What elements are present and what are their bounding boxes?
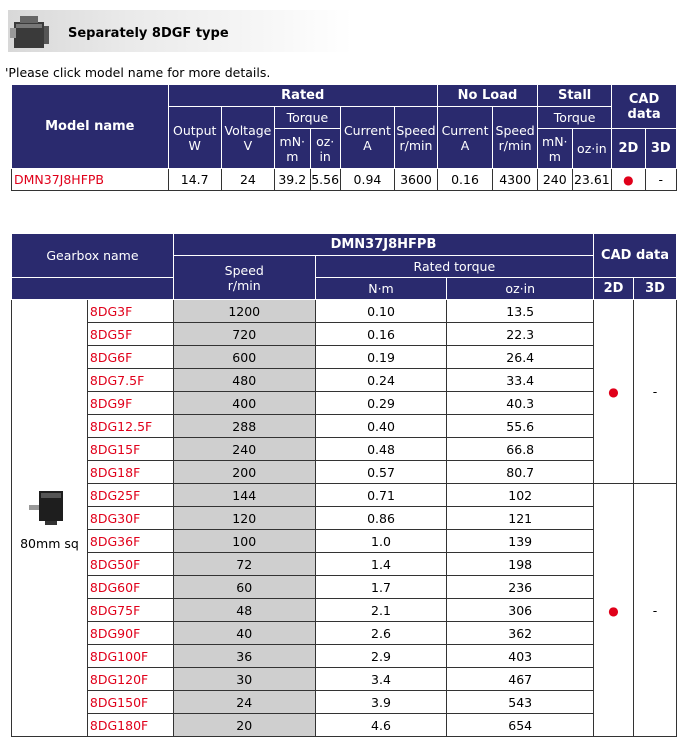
cell-gear-speed: 240 bbox=[173, 438, 315, 461]
header-speed: Speed r/min bbox=[395, 107, 438, 169]
cell-gear-ozin: 543 bbox=[447, 691, 594, 714]
cell-nl-speed: 4300 bbox=[493, 169, 538, 191]
header-nl-speed: Speed r/min bbox=[493, 107, 538, 169]
cell-output: 14.7 bbox=[168, 169, 221, 191]
cell-nl-current: 0.16 bbox=[437, 169, 492, 191]
cell-gear-speed: 288 bbox=[173, 415, 315, 438]
cell-voltage: 24 bbox=[221, 169, 274, 191]
cell-torque-mnm: 39.2 bbox=[275, 169, 310, 191]
cad-2d-link[interactable] bbox=[612, 169, 645, 191]
table-row bbox=[12, 553, 677, 576]
gearbox-name-link[interactable]: 8DG25F bbox=[87, 484, 173, 507]
gearbox-name-link[interactable]: 8DG90F bbox=[87, 622, 173, 645]
cell-gear-nm: 2.9 bbox=[315, 645, 447, 668]
cell-gear-nm: 0.29 bbox=[315, 392, 447, 415]
cell-gear-ozin: 13.5 bbox=[447, 300, 594, 323]
cell-gear-speed: 200 bbox=[173, 461, 315, 484]
header-voltage: Voltage V bbox=[221, 107, 274, 169]
cell-gear-speed: 60 bbox=[173, 576, 315, 599]
motor-spec-table bbox=[11, 84, 677, 191]
cell-gear-nm: 3.4 bbox=[315, 668, 447, 691]
page-title: Separately 8DGF type bbox=[68, 26, 229, 41]
cell-gear-ozin: 467 bbox=[447, 668, 594, 691]
table-row bbox=[12, 714, 677, 737]
cell-gear-speed: 720 bbox=[173, 323, 315, 346]
cell-gear-speed: 36 bbox=[173, 645, 315, 668]
cell-gear-nm: 4.6 bbox=[315, 714, 447, 737]
header-gearbox-blank bbox=[12, 278, 174, 300]
gearbox-name-link[interactable]: 8DG150F bbox=[87, 691, 173, 714]
header-current: Current A bbox=[340, 107, 394, 169]
cell-gear-ozin: 121 bbox=[447, 507, 594, 530]
cell-current: 0.94 bbox=[340, 169, 394, 191]
cell-gear-ozin: 102 bbox=[447, 484, 594, 507]
gearbox-name-link[interactable]: 8DG7.5F bbox=[87, 369, 173, 392]
gearbox-name-link[interactable]: 8DG18F bbox=[87, 461, 173, 484]
gearbox-name-link[interactable]: 8DG75F bbox=[87, 599, 173, 622]
gearbox-name-link[interactable]: 8DG36F bbox=[87, 530, 173, 553]
header-torque-mnm: mN· m bbox=[275, 129, 310, 169]
cell-gear-nm: 0.10 bbox=[315, 300, 447, 323]
gear-size-label: 80mm sq bbox=[20, 536, 79, 551]
cell-gear-speed: 24 bbox=[173, 691, 315, 714]
cell-gear-ozin: 40.3 bbox=[447, 392, 594, 415]
table-row bbox=[12, 622, 677, 645]
cell-gear-ozin: 198 bbox=[447, 553, 594, 576]
header-stall-ozin: oz·in bbox=[572, 129, 612, 169]
cell-gear-speed: 48 bbox=[173, 599, 315, 622]
gearbox-name-link[interactable]: 8DG9F bbox=[87, 392, 173, 415]
cell-gear-speed: 144 bbox=[173, 484, 315, 507]
header-gear-model: DMN37J8HFPB bbox=[173, 234, 593, 256]
table-row bbox=[12, 415, 677, 438]
gearbox-name-link[interactable]: 8DG6F bbox=[87, 346, 173, 369]
cell-cad-3d: - bbox=[645, 169, 676, 191]
table-row bbox=[12, 169, 677, 191]
header-torque-ozin: oz· in bbox=[310, 129, 340, 169]
gearbox-name-link[interactable]: 8DG30F bbox=[87, 507, 173, 530]
gearbox-icon bbox=[27, 485, 71, 529]
header-gear-cad-2d: 2D bbox=[594, 278, 634, 300]
table-row bbox=[12, 691, 677, 714]
cell-gear-ozin: 80.7 bbox=[447, 461, 594, 484]
header-nl-current: Current A bbox=[437, 107, 492, 169]
cell-gear-speed: 120 bbox=[173, 507, 315, 530]
cell-gear-ozin: 33.4 bbox=[447, 369, 594, 392]
table-row bbox=[12, 300, 677, 323]
cell-gear-speed: 30 bbox=[173, 668, 315, 691]
header-output: Output W bbox=[168, 107, 221, 169]
table-row bbox=[12, 438, 677, 461]
gearbox-image-cell bbox=[12, 300, 88, 737]
cell-gear-nm: 1.7 bbox=[315, 576, 447, 599]
header-cad-3d: 3D bbox=[645, 129, 676, 169]
gearbox-name-link[interactable]: 8DG15F bbox=[87, 438, 173, 461]
cell-gear-speed: 100 bbox=[173, 530, 315, 553]
header-cad-2d: 2D bbox=[612, 129, 645, 169]
cell-gear-nm: 0.48 bbox=[315, 438, 447, 461]
header-rated: Rated bbox=[168, 85, 437, 107]
cell-gear-nm: 2.1 bbox=[315, 599, 447, 622]
table-row bbox=[12, 599, 677, 622]
table-row bbox=[12, 668, 677, 691]
cell-gear-nm: 1.0 bbox=[315, 530, 447, 553]
header-nm: N·m bbox=[315, 278, 447, 300]
gearbox-name-link[interactable]: 8DG50F bbox=[87, 553, 173, 576]
gear-cad-2d-group2[interactable] bbox=[594, 484, 634, 737]
cad-2d-dot[interactable]: ● bbox=[608, 385, 619, 399]
cell-gear-speed: 600 bbox=[173, 346, 315, 369]
cell-stall-mnm: 240 bbox=[538, 169, 572, 191]
instruction-note: 'Please click model name for more details. bbox=[5, 65, 271, 80]
cell-gear-nm: 0.19 bbox=[315, 346, 447, 369]
cell-gear-ozin: 236 bbox=[447, 576, 594, 599]
gearbox-name-link[interactable]: 8DG100F bbox=[87, 645, 173, 668]
cell-gear-ozin: 55.6 bbox=[447, 415, 594, 438]
cell-gear-ozin: 26.4 bbox=[447, 346, 594, 369]
table-row bbox=[12, 461, 677, 484]
gearbox-name-link[interactable]: 8DG12.5F bbox=[87, 415, 173, 438]
cell-gear-nm: 0.86 bbox=[315, 507, 447, 530]
table-row bbox=[12, 576, 677, 599]
table-row bbox=[12, 530, 677, 553]
cell-gear-ozin: 22.3 bbox=[447, 323, 594, 346]
cell-speed: 3600 bbox=[395, 169, 438, 191]
header-gear-speed: Speed r/min bbox=[173, 256, 315, 300]
header-ozin: oz·in bbox=[447, 278, 594, 300]
cell-gear-nm: 3.9 bbox=[315, 691, 447, 714]
cell-stall-ozin: 23.61 bbox=[572, 169, 612, 191]
header-model-name: Model name bbox=[12, 85, 169, 169]
motor-icon bbox=[8, 14, 52, 52]
cell-gear-nm: 0.57 bbox=[315, 461, 447, 484]
cell-gear-ozin: 139 bbox=[447, 530, 594, 553]
cell-gear-nm: 0.16 bbox=[315, 323, 447, 346]
gearbox-name-link[interactable]: 8DG60F bbox=[87, 576, 173, 599]
header-stall-mnm: mN· m bbox=[538, 129, 572, 169]
cell-gear-speed: 480 bbox=[173, 369, 315, 392]
gearbox-name-link[interactable]: 8DG3F bbox=[87, 300, 173, 323]
cell-gear-nm: 0.24 bbox=[315, 369, 447, 392]
cell-gear-nm: 1.4 bbox=[315, 553, 447, 576]
header-gear-cad: CAD data bbox=[594, 234, 677, 278]
gearbox-table bbox=[11, 233, 677, 737]
gear-cad-3d-group1: - bbox=[634, 300, 677, 484]
gear-cad-3d-group2: - bbox=[634, 484, 677, 737]
table-row bbox=[12, 484, 677, 507]
cad-2d-dot[interactable]: ● bbox=[623, 173, 634, 187]
header-cad-data: CAD data bbox=[612, 85, 677, 129]
header-stall-torque: Torque bbox=[538, 107, 612, 129]
table-row bbox=[12, 323, 677, 346]
table-row bbox=[12, 392, 677, 415]
model-name-link[interactable]: DMN37J8HFPB bbox=[12, 169, 169, 191]
cad-2d-dot[interactable]: ● bbox=[608, 603, 619, 618]
table-row bbox=[12, 369, 677, 392]
header-rated-torque: Rated torque bbox=[315, 256, 593, 278]
gearbox-name-link[interactable]: 8DG120F bbox=[87, 668, 173, 691]
table-row bbox=[12, 645, 677, 668]
cell-gear-nm: 0.71 bbox=[315, 484, 447, 507]
cell-gear-nm: 2.6 bbox=[315, 622, 447, 645]
header-gear-cad-3d: 3D bbox=[634, 278, 677, 300]
cell-torque-ozin: 5.56 bbox=[310, 169, 340, 191]
cell-gear-ozin: 306 bbox=[447, 599, 594, 622]
cell-gear-ozin: 654 bbox=[447, 714, 594, 737]
cell-gear-speed: 1200 bbox=[173, 300, 315, 323]
gear-cad-2d-group1[interactable] bbox=[594, 300, 634, 484]
cell-gear-ozin: 403 bbox=[447, 645, 594, 668]
cell-gear-ozin: 66.8 bbox=[447, 438, 594, 461]
gearbox-name-link[interactable]: 8DG5F bbox=[87, 323, 173, 346]
header-no-load: No Load bbox=[437, 85, 537, 107]
cell-gear-speed: 400 bbox=[173, 392, 315, 415]
cell-gear-speed: 20 bbox=[173, 714, 315, 737]
cell-gear-speed: 40 bbox=[173, 622, 315, 645]
header-gearbox-name: Gearbox name bbox=[12, 234, 174, 278]
cell-gear-nm: 0.40 bbox=[315, 415, 447, 438]
gearbox-name-link[interactable]: 8DG180F bbox=[87, 714, 173, 737]
table-row bbox=[12, 507, 677, 530]
cell-gear-speed: 72 bbox=[173, 553, 315, 576]
table-row bbox=[12, 346, 677, 369]
cell-gear-ozin: 362 bbox=[447, 622, 594, 645]
header-stall: Stall bbox=[538, 85, 612, 107]
header-torque: Torque bbox=[275, 107, 341, 129]
